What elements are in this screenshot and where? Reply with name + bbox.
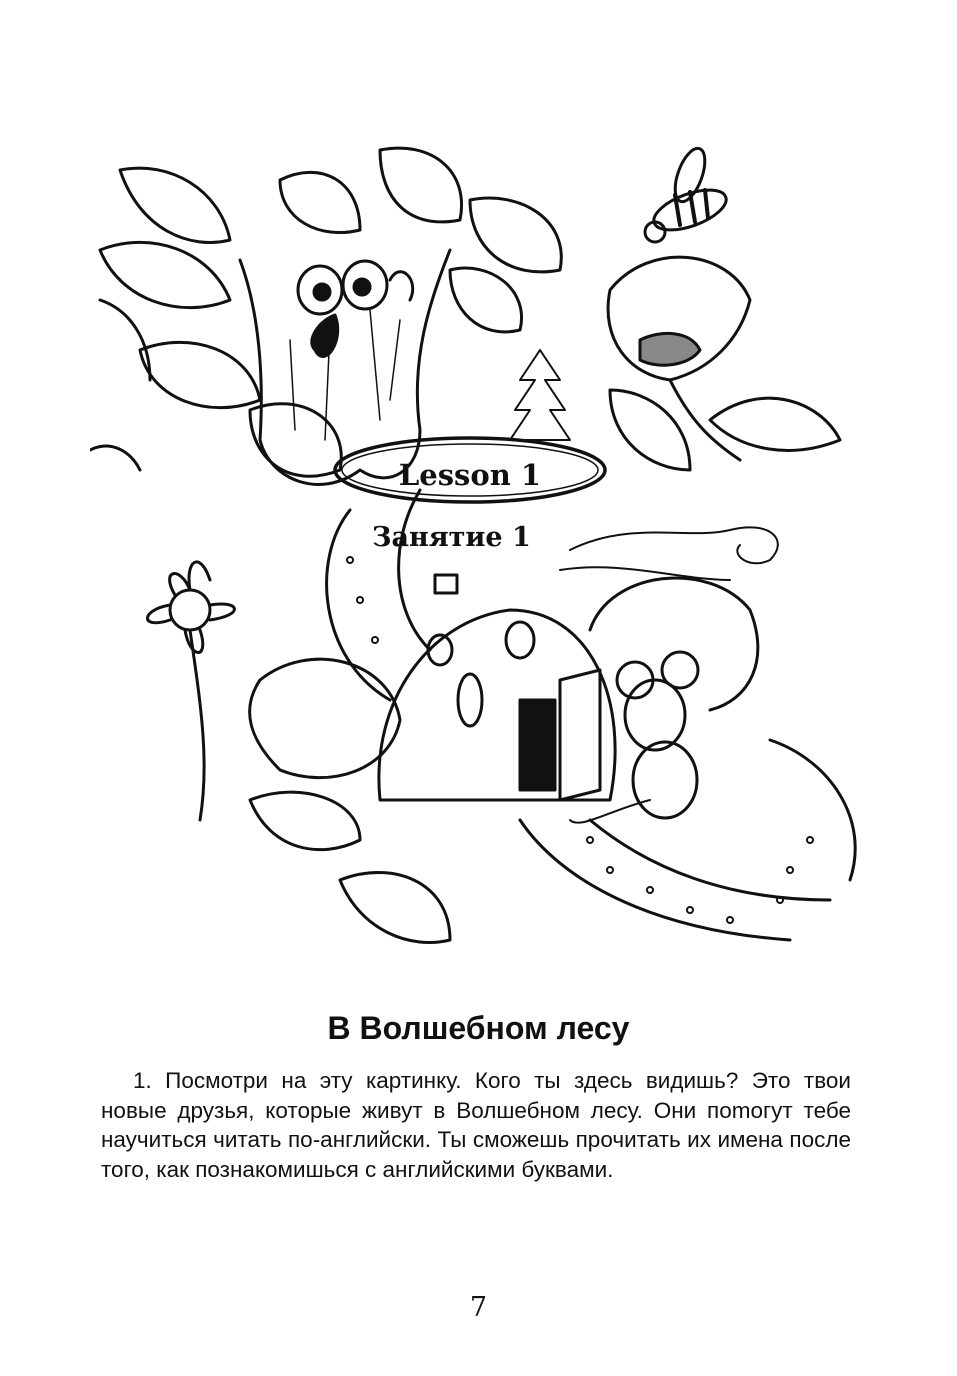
fir-tree — [510, 350, 570, 440]
owl — [298, 261, 413, 357]
leaf — [380, 148, 462, 222]
leaf — [90, 446, 140, 470]
zanyatie-label: Занятие 1 — [372, 521, 531, 553]
leaf — [140, 342, 260, 407]
leaf — [100, 300, 150, 380]
leaf — [340, 873, 450, 943]
leaf — [280, 172, 360, 232]
leaf — [470, 198, 561, 272]
leaf — [250, 659, 400, 777]
section-heading: В Волшебном лесу — [327, 1010, 630, 1046]
daisy-flower — [148, 562, 235, 820]
leaf — [450, 268, 522, 332]
leaf — [250, 792, 360, 850]
path-pebbles — [347, 557, 813, 923]
leaf — [590, 578, 758, 710]
tree-bark-lines — [290, 310, 400, 440]
wind-swirl — [570, 527, 778, 563]
exercise-paragraph: 1. Посмотри на эту картинку. Кого ты здесь видишь? Это твои новые друзья, которые живут в Волшебном лесу. Они поmогут тебе научиться читать по-английски. Ты сможешь прочитать их имена после того, как познакомишься с английскими буквами. — [101, 1068, 851, 1182]
dome-house — [379, 575, 615, 800]
leaf — [250, 404, 341, 477]
bee — [645, 145, 731, 242]
flower-right — [608, 257, 840, 470]
mouse — [570, 652, 698, 823]
lesson-label: Lesson 1 — [398, 458, 542, 492]
leaf — [100, 242, 230, 307]
leaf — [120, 168, 230, 242]
page-number: 7 — [469, 1292, 488, 1323]
